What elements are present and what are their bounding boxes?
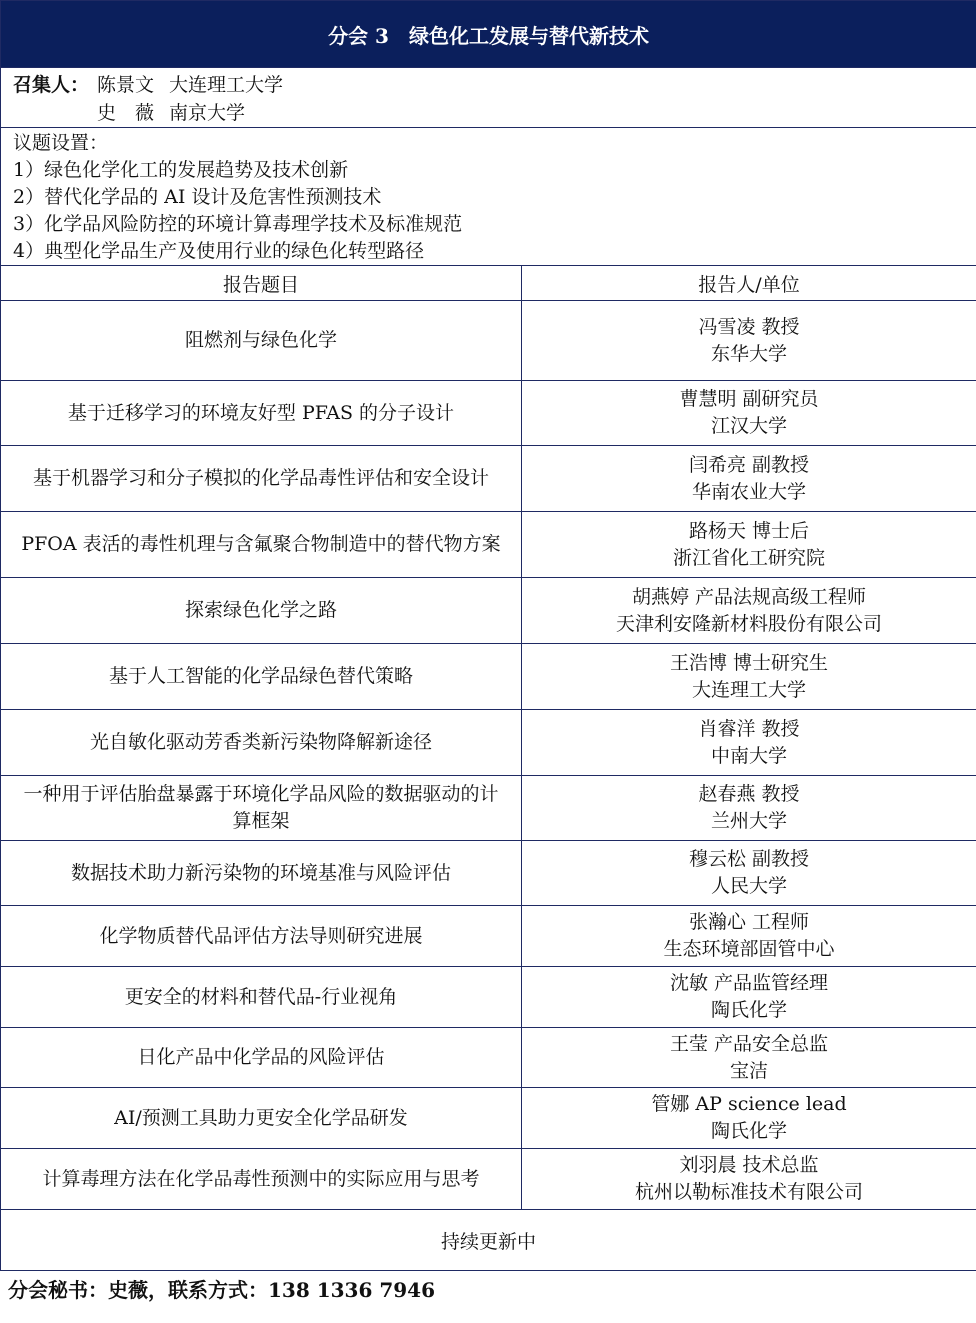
report-org: 宝洁 [730, 1059, 769, 1082]
report-org: 浙江省化工研究院 [673, 546, 826, 569]
report-row [1, 841, 976, 906]
report-org: 江汉大学 [711, 415, 788, 437]
report-row [1, 301, 976, 381]
report-speaker: 王浩博 博士研究生 [669, 651, 829, 674]
report-org: 大连理工大学 [692, 678, 807, 701]
report-speaker: 管娜 AP science lead [651, 1093, 847, 1115]
report-title: PFOA 表活的毒性机理与含氟聚合物制造中的替代物方案 [21, 533, 501, 555]
report-speaker: 穆云松 副教授 [688, 848, 810, 870]
topics-row [1, 128, 976, 266]
report-row [1, 967, 976, 1028]
report-speaker: 肖睿洋 教授 [698, 717, 800, 740]
convener-name: 史 薇 [97, 102, 155, 124]
report-row [1, 710, 976, 776]
report-org: 陶氏化学 [711, 999, 788, 1021]
report-speaker: 路杨天 博士后 [688, 519, 810, 542]
convener-org: 大连理工大学 [169, 74, 284, 96]
report-row [1, 1088, 976, 1149]
report-row [1, 644, 976, 710]
report-title: 更安全的材料和替代品-行业视角 [124, 985, 398, 1008]
report-org: 杭州以勒标准技术有限公司 [635, 1181, 864, 1203]
conveners-row [1, 68, 976, 128]
column-header-title: 报告题目 [1, 266, 522, 301]
report-speaker: 王莹 产品安全总监 [669, 1032, 829, 1055]
convener-org: 南京大学 [169, 102, 246, 124]
report-row [1, 906, 976, 967]
header-row [1, 1, 976, 68]
report-org: 陶氏化学 [711, 1120, 788, 1142]
conveners-label: 召集人： [13, 74, 90, 96]
report-title: 基于人工智能的化学品绿色替代策略 [108, 665, 413, 687]
report-row [1, 1149, 976, 1210]
report-org: 生态环境部固管中心 [663, 938, 835, 960]
topic-item: 3）化学品风险防控的环境计算毒理学技术及标准规范 [13, 213, 463, 235]
report-org: 东华大学 [711, 342, 788, 365]
report-org: 兰州大学 [711, 810, 788, 832]
topics-heading: 议题设置： [13, 132, 109, 154]
report-speaker: 冯雪凌 教授 [698, 315, 800, 338]
report-title: 阻燃剂与绿色化学 [184, 329, 337, 351]
report-org: 天津利安隆新材料股份有限公司 [616, 612, 883, 635]
report-speaker: 刘羽晨 技术总监 [679, 1154, 819, 1176]
report-speaker: 胡燕婷 产品法规高级工程师 [631, 585, 867, 608]
report-org: 中南大学 [711, 744, 788, 767]
column-header-row [1, 266, 976, 301]
topic-item: 4）典型化学品生产及使用行业的绿色化转型路径 [13, 240, 425, 262]
report-title: 探索绿色化学之路 [184, 599, 337, 621]
topic-item: 2）替代化学品的 AI 设计及危害性预测技术 [13, 186, 382, 208]
topic-item: 1）绿色化学化工的发展趋势及技术创新 [13, 159, 349, 181]
secretary-contact: 分会秘书：史薇，联系方式：138 1336 7946 [8, 1278, 436, 1302]
column-header-speaker: 报告人/单位 [522, 266, 976, 301]
report-title: 一种用于评估胎盘暴露于环境化学品风险的数据驱动的计算框架 [23, 783, 499, 832]
report-speaker: 张瀚心 工程师 [688, 911, 810, 933]
convener-2 [13, 99, 964, 127]
report-speaker: 沈敏 产品监管经理 [669, 972, 829, 994]
convener-1 [13, 71, 964, 99]
report-row [1, 776, 976, 841]
footer-row [1, 1210, 976, 1271]
report-org: 人民大学 [711, 875, 788, 897]
report-title: 基于机器学习和分子模拟的化学品毒性评估和安全设计 [32, 467, 489, 489]
report-row [1, 512, 976, 578]
report-speaker: 赵春燕 教授 [698, 783, 800, 805]
update-note: 持续更新中 [1, 1210, 976, 1271]
report-row [1, 381, 976, 446]
session-title: 分会 3 绿色化工发展与替代新技术 [1, 1, 976, 68]
report-title: 日化产品中化学品的风险评估 [137, 1046, 385, 1068]
report-speaker: 闫希亮 副教授 [688, 453, 810, 476]
report-speaker: 曹慧明 副研究员 [679, 388, 819, 410]
report-row [1, 1028, 976, 1088]
report-org: 华南农业大学 [692, 480, 807, 503]
convener-name: 陈景文 [97, 74, 155, 96]
report-title: 光自敏化驱动芳香类新污染物降解新途径 [89, 731, 432, 753]
report-title: 数据技术助力新污染物的环境基准与风险评估 [70, 861, 451, 884]
report-title: 化学物质替代品评估方法导则研究进展 [99, 924, 423, 947]
report-title: AI/预测工具助力更安全化学品研发 [114, 1106, 408, 1129]
report-title: 基于迁移学习的环境友好型 PFAS 的分子设计 [67, 401, 455, 424]
report-title: 计算毒理方法在化学品毒性预测中的实际应用与思考 [42, 1167, 480, 1190]
report-row [1, 578, 976, 644]
report-row [1, 446, 976, 512]
